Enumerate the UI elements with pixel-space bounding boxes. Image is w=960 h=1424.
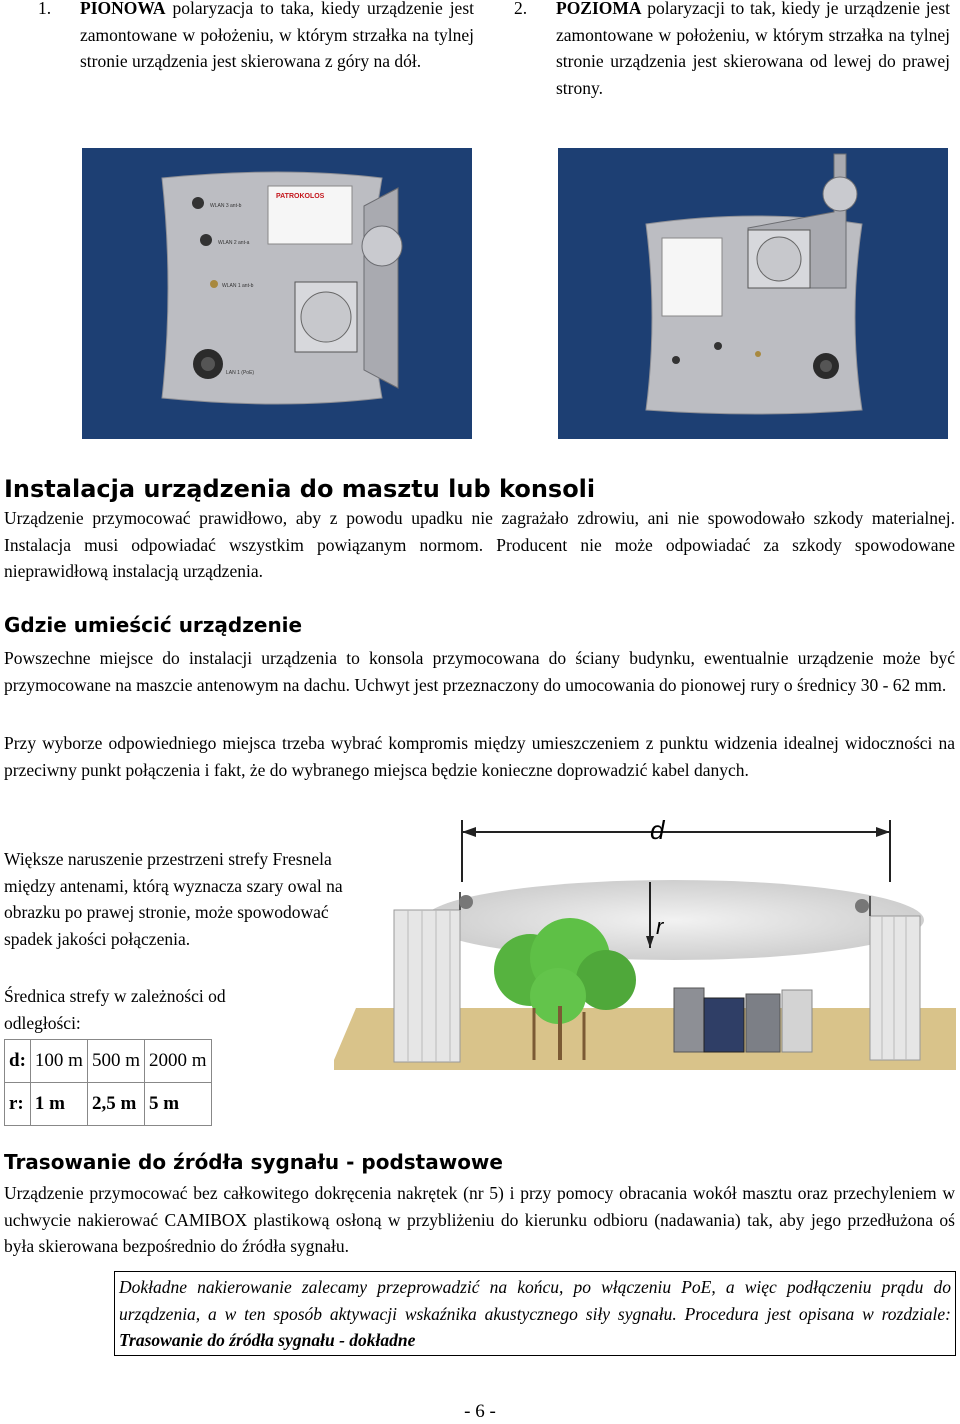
wlan3-label: WLAN 3 ant-b [210, 203, 242, 209]
diagram-d-label: d [650, 815, 665, 845]
installation-paragraph: Urządzenie przymocować prawidłowo, aby z powodu upadku nie zagrażało zdrowiu, ani nie spowodowało szkody materialnej. Instalacja musi odpowiadać wszystkim powiązanym normom. Producent nie może odpowiadać za szkody spowodowane nieprawidłową instalacją urządzenia. [4, 508, 955, 581]
section-heading-placement: Gdzie umieścić urządzenie [4, 613, 303, 637]
polarization-item-horizontal [514, 0, 950, 130]
photo-vertical-mount [82, 148, 472, 439]
table-cell: 5 m [144, 1083, 211, 1126]
polarization-item-vertical [38, 0, 474, 105]
note-text: Dokładne nakierowanie zalecamy przeprowadzić na końcu, po włączeniu PoE, a więc podłączeniu prądu do urządzenia, a w ten sposób aktywacji wskaźnika akustycznego siły sygnału. Procedura jest opisana w rozdziale: [119, 1277, 951, 1324]
table-cell: 1 m [30, 1083, 87, 1126]
placement-paragraph-1: Powszechne miejsce do instalacji urządzenia to konsola przymocowana do ściany budynku, ewentualnie urządzenie może być przymocowane na maszcie antenowym na dachu. Uchwyt jest przeznaczony do umocowania do pionowej rury o średnicy 30 - 62 mm. [4, 648, 955, 695]
table-cell: r: [5, 1083, 31, 1126]
page-number: - 6 - [464, 1401, 496, 1422]
wlan2-label: WLAN 2 ant-a [218, 240, 250, 246]
section-heading-installation: Instalacja urządzenia do masztu lub konsoli [4, 475, 596, 503]
wlan1-label: WLAN 1 ant-b [222, 283, 254, 289]
lan-label: LAN 1 (PoE) [226, 370, 255, 376]
table-row [5, 1083, 212, 1126]
fresnel-table [4, 1039, 212, 1126]
photo-horizontal-mount [558, 148, 948, 439]
fresnel-zone-diagram [334, 812, 956, 1074]
brand-label: PATROKOLOS [276, 193, 325, 200]
diagram-r-label: r [656, 914, 664, 939]
polarization-bold: PIONOWA [80, 0, 166, 18]
alignment-note-box [114, 1271, 956, 1356]
table-row [5, 1040, 212, 1083]
table-cell: 2000 m [144, 1040, 211, 1083]
fresnel-paragraph: Większe naruszenie przestrzeni strefy Fresnela między antenami, którą wyznacza szary owal na obrazku po prawej stronie, może spowodować spadek jakości połączenia. [4, 849, 343, 949]
alignment-paragraph: Urządzenie przymocować bez całkowitego dokręcenia nakrętek (nr 5) i przy pomocy obracania wokół masztu oraz przechyleniem w uchwycie nakierować CAMIBOX plastikową osłoną w przybliżeniu do kierunku odbioru (nadawania) tak, aby jego przedłużona oś była skierowana bezpośrednio do źródła sygnału. [4, 1183, 955, 1256]
polarization-text: polaryzacji to tak, kiedy je urządzenie jest zamontowane w położeniu, w którym strzałka na tylnej stronie urządzenia jest skierowana od lewej do prawej strony. [556, 0, 950, 98]
table-cell: 500 m [87, 1040, 144, 1083]
section-heading-alignment: Trasowanie do źródła sygnału - podstawowe [4, 1150, 503, 1174]
table-cell: d: [5, 1040, 31, 1083]
list-number: 1. [38, 0, 52, 18]
note-link-title: Trasowanie do źródła sygnału - dokładne [119, 1330, 416, 1350]
placement-paragraph-2: Przy wyborze odpowiedniego miejsca trzeba wybrać kompromis między umieszczeniem z punktu widzenia idealnej widoczności na przeciwny punkt połączenia i fakt, że do wybranego miejsca będzie konieczne doprowadzić kabel danych. [4, 733, 955, 780]
table-cell: 2,5 m [87, 1083, 144, 1126]
polarization-text: polaryzacja to taka, kiedy urządzenie jest zamontowane w położeniu, w którym strzałka na tylnej stronie urządzenia jest skierowana z góry na dół. [80, 0, 474, 71]
fresnel-diameter-caption: Średnica strefy w zależności od odległości: [4, 986, 226, 1033]
list-number: 2. [514, 0, 528, 18]
polarization-bold: POZIOMA [556, 0, 642, 18]
table-cell: 100 m [30, 1040, 87, 1083]
